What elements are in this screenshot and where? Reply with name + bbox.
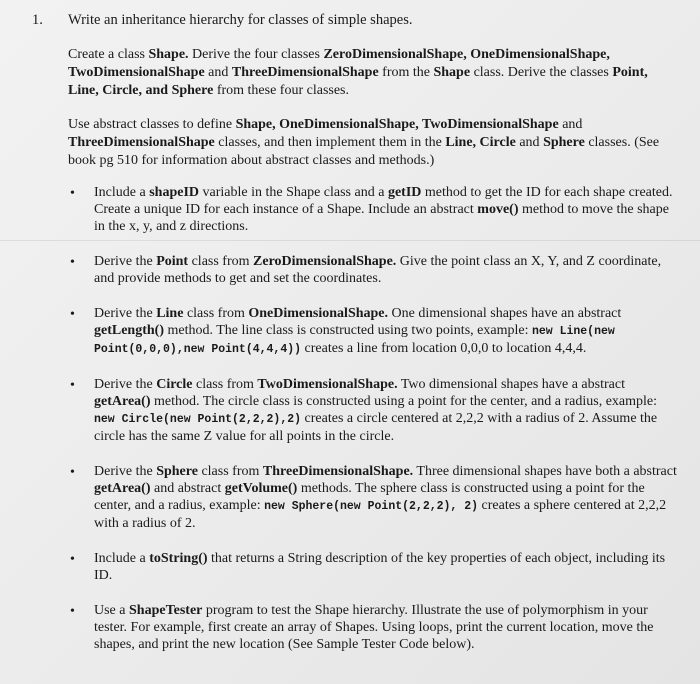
bullet-marker: •: [70, 378, 75, 393]
paragraph-abstract-classes: Use abstract classes to define Shape, OneDimensionalShape, TwoDimensionalShape and ThreeDimensionalShape classes, and then implement them in the Line, Circle and Sphere classes. (See book pg 510 for information about abstract classes and methods.): [68, 117, 660, 168]
paragraph-class-derivation: Create a class Shape. Derive the four classes ZeroDimensionalShape, OneDimensionalShape, TwoDimensionalShape and ThreeDimensionalShape from the Shape class. Derive the classes Point, Line, Circle, and Sphere from these four classes.: [68, 47, 648, 98]
list-item-line-class: • Derive the Line class from OneDimensionalShape. One dimensional shapes have an abstract getLength() method. The line class is constructed using two points, example: new Line(new Point(0,0,0),new Point(4,4,4)) creates a line from location 0,0,0 to location 4,4,4.: [70, 306, 622, 356]
list-item-circle-class: • Derive the Circle class from TwoDimensionalShape. Two dimensional shapes have a abstract getArea() method. The circle class is constructed using a point for the center, and a radius, example: new Circle(new Point(2,2,2),2) creates a circle centered at 2,2,2 with a radius of 2. Assume the circle has the same Z value for all points in the circle.: [70, 377, 658, 444]
bullet-marker: •: [70, 186, 75, 201]
bullet-marker: •: [70, 552, 75, 567]
question-number: 1.: [32, 12, 43, 28]
bullet-marker: •: [70, 307, 75, 322]
code-snippet: new Line(new Point(0,0,0),new Point(4,4,4)): [94, 325, 615, 356]
requirements-list: [68, 184, 678, 671]
question-title: Write an inheritance hierarchy for classes of simple shapes.: [68, 12, 413, 28]
list-item-point-class: • Derive the Point class from ZeroDimensionalShape. Give the point class an X, Y, and Z coordinate, and provide methods to get and set the coordinates.: [70, 254, 662, 286]
code-snippet: new Circle(new Point(2,2,2),2): [94, 413, 302, 426]
list-item-shape-id: • Include a shapeID variable in the Shape class and a getID method to get the ID for each shape created. Create a unique ID for each instance of a Shape. Include an abstract move() method to move the shape in the x, y, and z directions.: [70, 185, 673, 234]
list-item-shape-tester: • Use a ShapeTester program to test the Shape hierarchy. Illustrate the use of polymorphism in your tester. For example, first create an array of Shapes. Using loops, print the current location, move the shapes, and print the new location (See Sample Tester Code below).: [70, 603, 654, 652]
bullet-marker: •: [70, 465, 75, 480]
list-item-tostring: • Include a toString() that returns a String description of the key properties of each object, including its ID.: [70, 551, 666, 583]
code-snippet: new Sphere(new Point(2,2,2), 2): [264, 500, 479, 513]
list-item-sphere-class: • Derive the Sphere class from ThreeDimensionalShape. Three dimensional shapes have both a abstract getArea() and abstract getVolume() methods. The sphere class is constructed using a point for the center, and a radius, example: new Sphere(new Point(2,2,2), 2) creates a sphere centered at 2,2,2 with a radius of 2.: [70, 464, 677, 531]
bullet-marker: •: [70, 255, 75, 270]
bullet-marker: •: [70, 604, 75, 619]
